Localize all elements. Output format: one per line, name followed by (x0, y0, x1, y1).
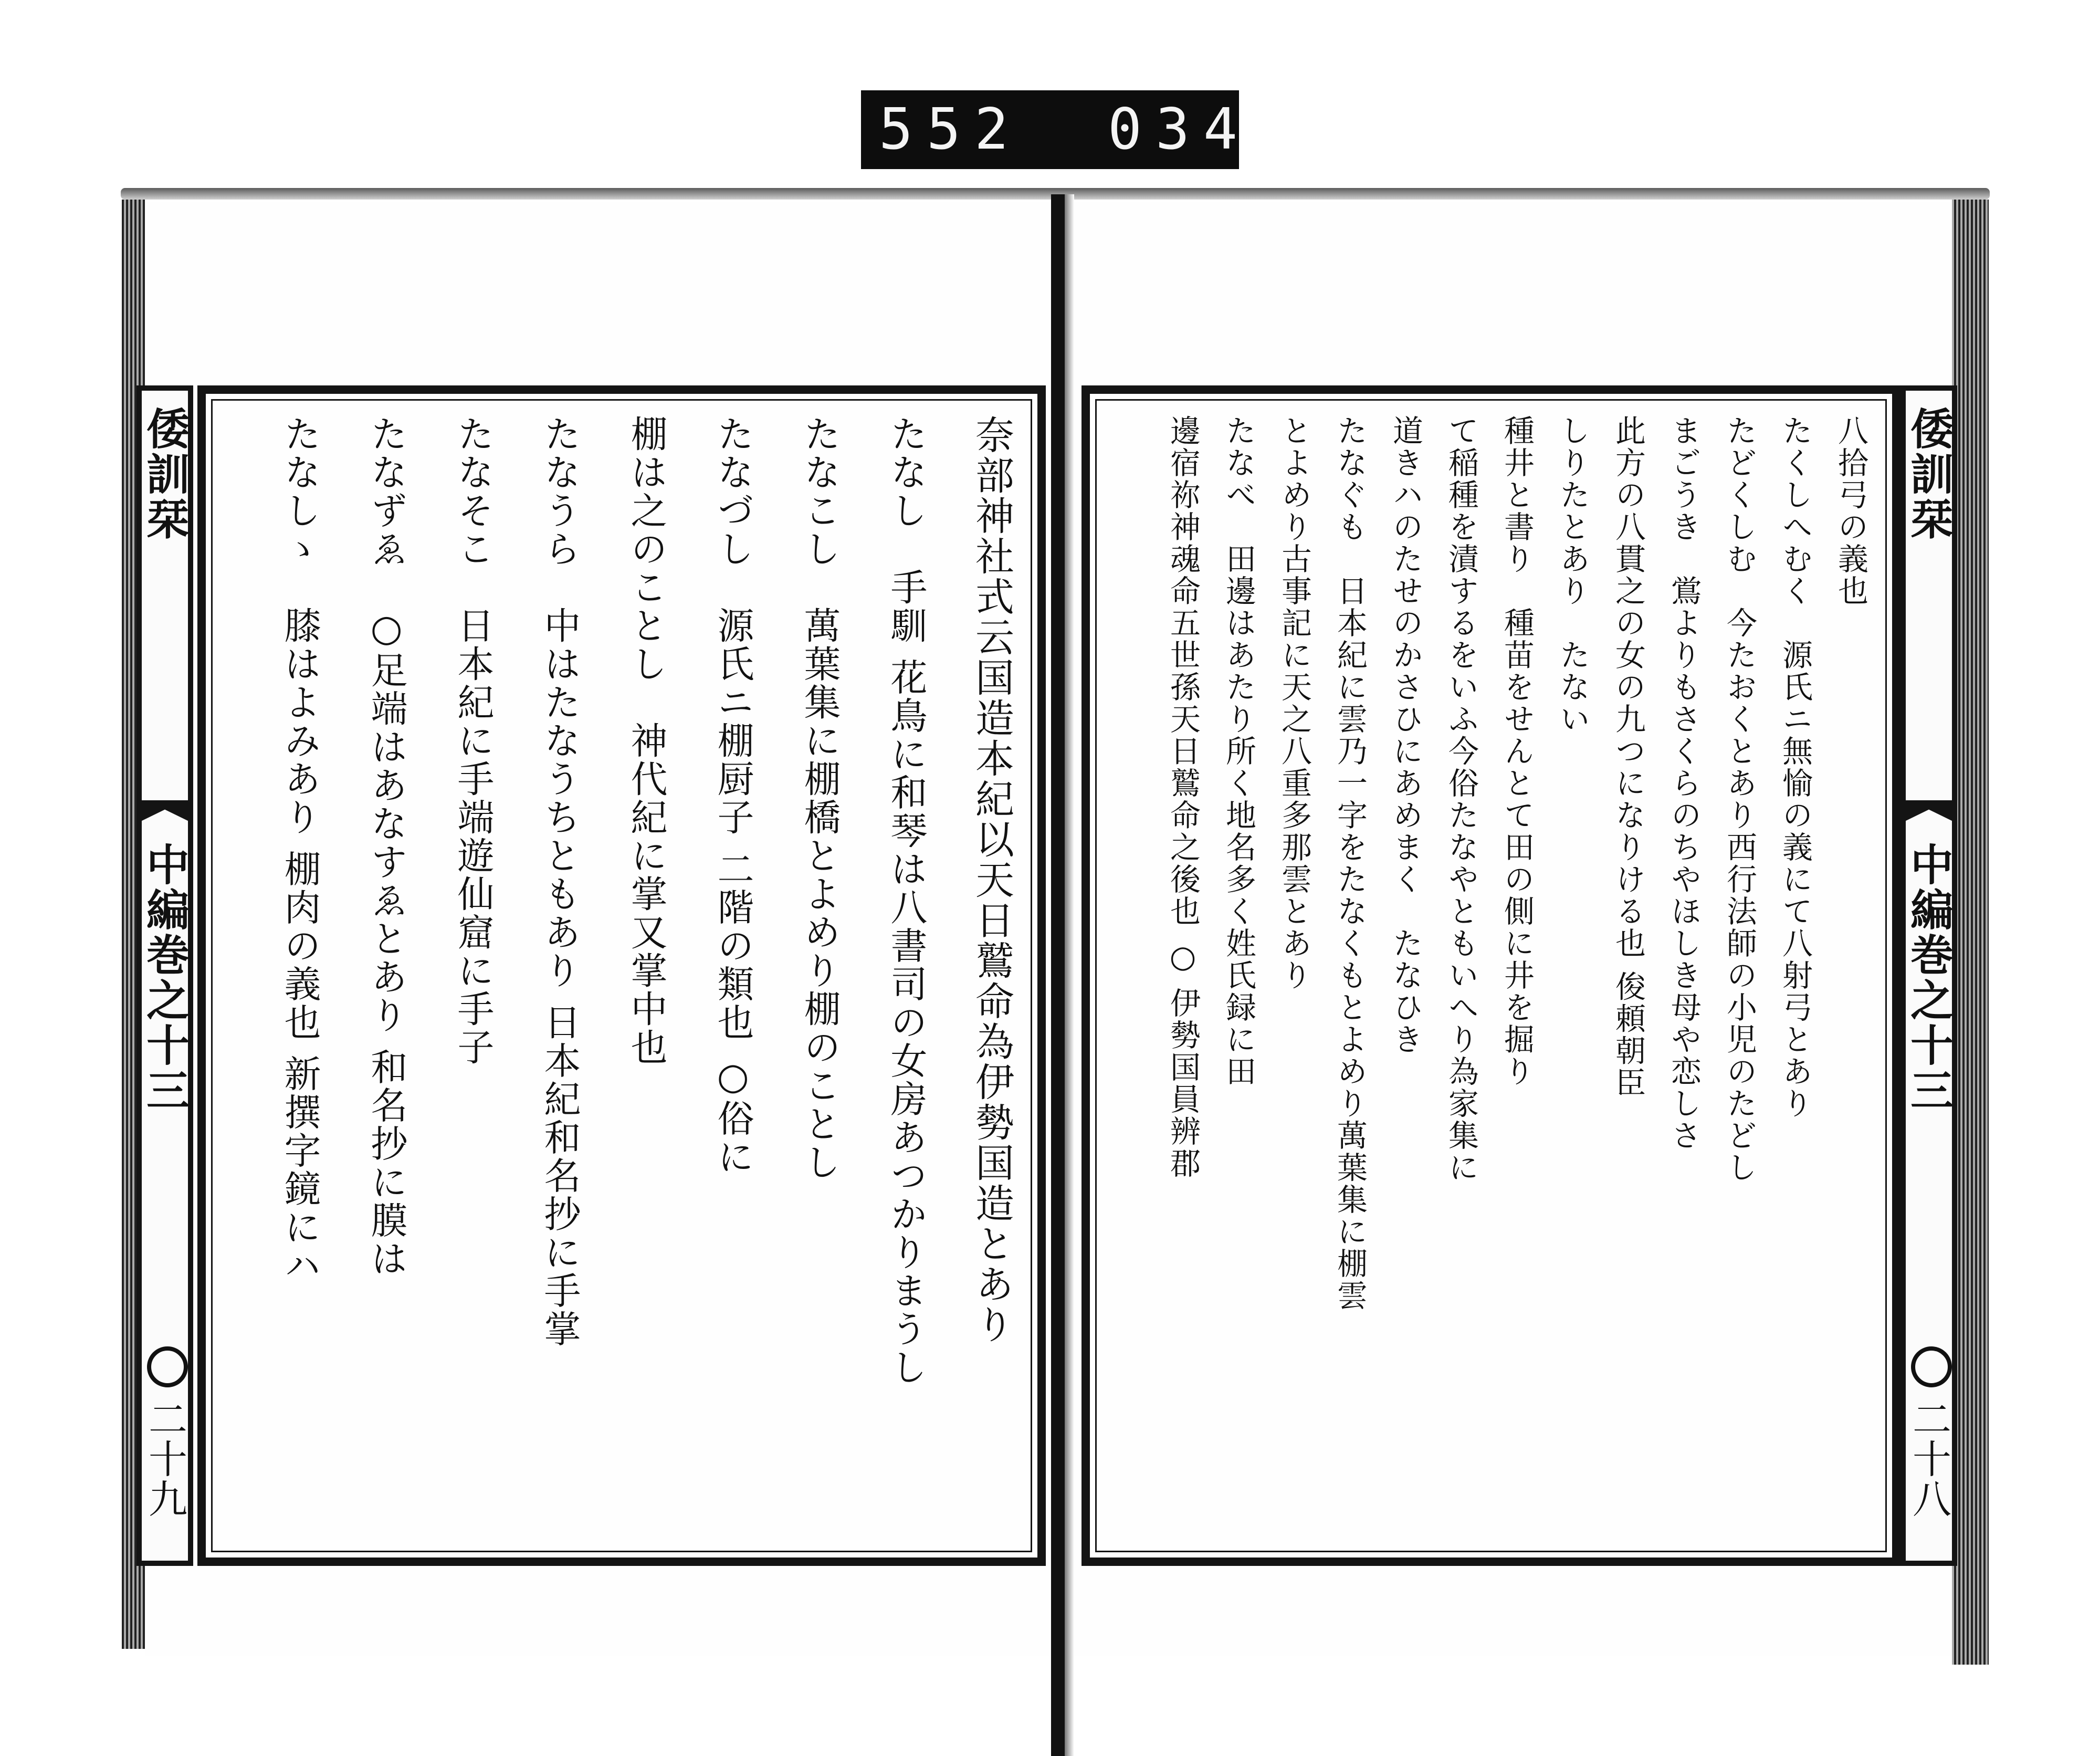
left-text-frame (197, 385, 1046, 1566)
text-column: 種井と書り 種苗をせんとて田の側に井を掘り (1499, 415, 1535, 1088)
right-page (1074, 202, 1952, 1656)
text-column: たなし 手馴 花鳥に和琴は八書司の女房あつかりまうし (885, 415, 928, 1387)
fish-tail-mark (136, 800, 193, 823)
text-column: て稲種を漬するをいふ今俗たなやともいへり為家集に (1443, 415, 1479, 1184)
text-column: たなづし 源氏ニ棚厨子 二階の類也 ○俗に (711, 415, 754, 1176)
text-column: 棚は之のことし 神代紀に掌又掌中也 (625, 415, 668, 1067)
text-column: まごうき 鴬よりもさくらのちやほしき母や恋しさ (1666, 415, 1702, 1152)
text-column: たなしゝ 膝はよみあり 棚肉の義也 新撰字鏡にハ (278, 415, 321, 1285)
text-column: 此方の八貫之の女の九つになりける也 俊頼朝臣 (1610, 415, 1646, 1099)
text-column: 邊宿祢神魂命五世孫天日鷲命之後也 ○ 伊勢国員辨郡 (1165, 415, 1201, 1179)
right-text-area (1111, 415, 1871, 1545)
left-page-number: 二十九 (142, 1399, 187, 1519)
text-column: とよめり古事記に天之八重多那雲とあり (1276, 415, 1312, 991)
right-volume-title: 中編巻之十三 (1903, 842, 1954, 1113)
circle-mark (147, 1346, 188, 1387)
right-text-frame (1082, 385, 1900, 1566)
right-page-number: 二十八 (1906, 1399, 1951, 1519)
left-page (139, 202, 1051, 1656)
text-column: たなぐも 日本紀に雲乃一字をたなくもとよめり萬葉集に棚雲 (1332, 415, 1368, 1312)
text-column: 道きハのたせのかさひにあめまく たなひき (1388, 415, 1423, 1055)
right-page-margin-label (1900, 385, 1957, 1566)
text-column: たなこし 萬葉集に棚橋とよめり棚のことし (798, 415, 841, 1182)
fish-tail-mark (1900, 800, 1957, 823)
text-column: たくしへむく 源氏ニ無愉の義にて八射弓とあり (1777, 415, 1813, 1120)
text-column: たなそこ 日本紀に手端遊仙窟に手子 (452, 415, 495, 1067)
left-book-title: 倭訓栞 (139, 406, 190, 542)
left-text-area (227, 415, 1016, 1545)
text-column: しりたとあり たない (1555, 415, 1590, 735)
text-column: たなべ 田邊はあたり所く地名多く姓氏録に田 (1221, 415, 1256, 1088)
catalog-number-left: 552 (879, 97, 1023, 162)
spine-shadow (1065, 194, 1074, 1756)
left-volume-title: 中編巻之十三 (139, 842, 190, 1113)
left-page-margin-label (136, 385, 193, 1566)
catalog-label (861, 90, 1252, 169)
circle-mark (1911, 1346, 1952, 1387)
book-spine (1051, 194, 1065, 1756)
catalog-number-right: 034 (1108, 97, 1252, 162)
right-book-title: 倭訓栞 (1903, 406, 1954, 542)
text-column: たなずゑ ○足端はあなすゑとあり 和名抄に膜は (365, 415, 408, 1278)
text-column: たどくしむ 今たおくとあり西行法師の小児のたどし (1721, 415, 1757, 1184)
text-column: 奈部神社式云国造本紀以天日鷲命為伊勢国造とあり (969, 415, 1014, 1345)
text-column: たなうら 中はたなうちともあり 日本紀和名抄に手掌 (538, 415, 581, 1349)
text-column: 八拾弓の義也 (1833, 415, 1868, 607)
